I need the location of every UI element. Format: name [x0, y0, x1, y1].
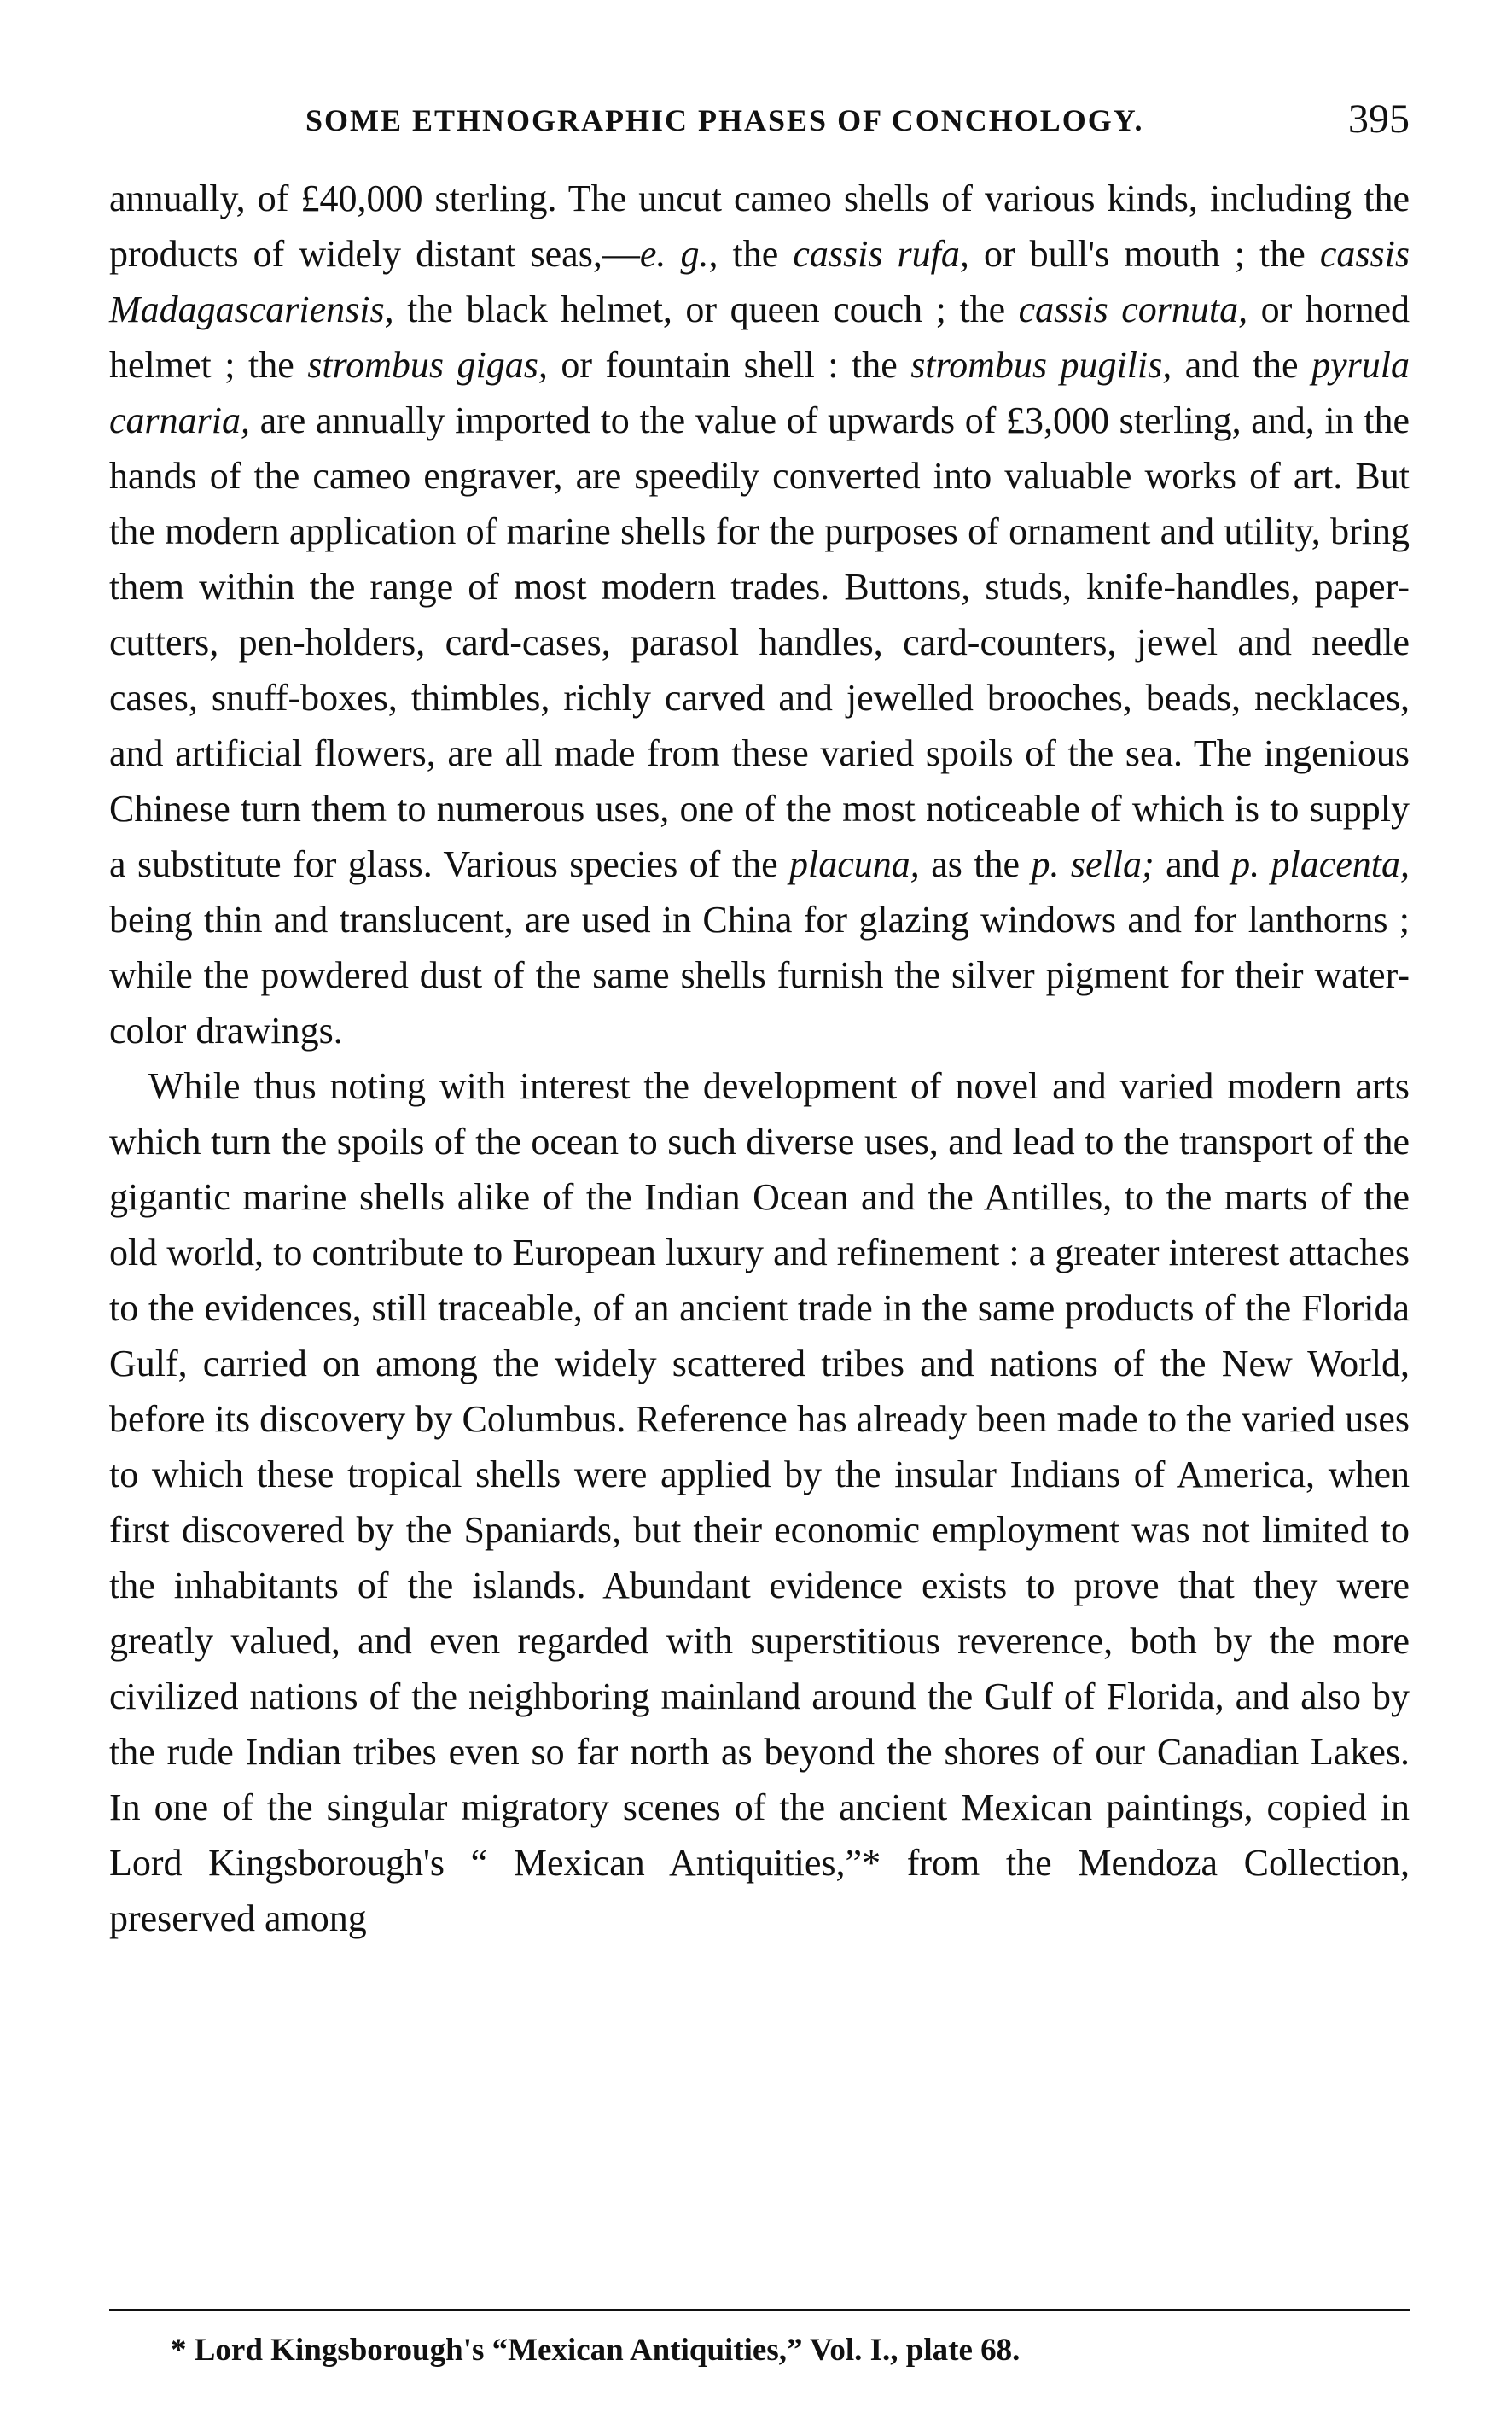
species-cassis-madagascariensis: cassis Madagascariensis,: [109, 233, 1410, 330]
species-p-sella: p. sella;: [1031, 843, 1154, 885]
running-head: [109, 96, 1410, 147]
species-pyrula-carnaria: pyrula carnaria,: [109, 344, 1410, 441]
footnote-divider: [109, 2309, 1410, 2311]
paragraph-1: annually, of £40,000 sterling. The uncut cameo shells of various kinds, including the products of widely distant seas,—e. g., the cassis rufa, or bull's mouth ; the cassis Madagascariensis, the black helmet, or queen couch ; the cassis cornuta, or horned helmet ; the strombus gigas, or fountain shell : the strombus pugilis, and the pyrula carnaria, are annually imported to the value of upwards of £3,000 sterling, and, in the hands of the cameo engraver, are speedily converted into valuable works of art. But the modern application of marine shells for the purposes of ornament and utility, bring them within the range of most modern trades. Buttons, studs, knife-handles, paper-cutters, pen-holders, card-cases, parasol handles, card-counters, jewel and needle cases, snuff-boxes, thimbles, richly carved and jewelled brooches, beads, necklaces, and artificial flowers, are all made from these varied spoils of the sea. The ingenious Chinese turn them to numerous uses, one of the most noticeable of which is to supply a substitute for glass. Various species of the placuna, as the p. sella; and p. placenta, being thin and translucent, are used in China for glazing windows and for lanthorns ; while the powdered dust of the same shells furnish the silver pigment for their water-color drawings.: [109, 178, 1410, 1052]
body-text: [109, 171, 1410, 1946]
species-strombus-gigas: strombus gigas,: [307, 344, 548, 386]
paragraph-2: While thus noting with interest the development of novel and varied modern arts which turn the spoils of the ocean to such diverse uses, and lead to the transport of the gigantic marine shells alike of the Indian Ocean and the Antilles, to the marts of the old world, to contribute to European luxury and refinement : a greater interest attaches to the evidences, still traceable, of an ancient trade in the same products of the Florida Gulf, carried on among the widely scattered tribes and nations of the New World, before its discovery by Columbus. Reference has already been made to the varied uses to which these tropical shells were applied by the insular Indians of America, when first discovered by the Spaniards, but their economic employment was not limited to the inhabitants of the islands. Abundant evidence exists to prove that they were greatly valued, and even regarded with superstitious reverence, both by the more civilized nations of the neighboring mainland around the Gulf of Florida, and also by the rude Indian tribes even so far north as beyond the shores of our Canadian Lakes. In one of the singular migratory scenes of the ancient Mexican paintings, copied in Lord Kingsborough's “ Mexican Antiquities,”* from the Mendoza Collection, preserved among: [109, 1065, 1410, 1939]
species-placuna: placuna,: [789, 843, 920, 885]
species-p-placenta: p. placenta,: [1231, 843, 1410, 885]
species-cassis-rufa: cassis rufa,: [793, 233, 969, 275]
species-cassis-cornuta: cassis cornuta,: [1018, 288, 1248, 330]
running-title: SOME ETHNOGRAPHIC PHASES OF CONCHOLOGY.: [305, 103, 1144, 137]
species-strombus-pugilis: strombus pugilis,: [910, 344, 1172, 386]
footnote: * Lord Kingsborough's “Mexican Antiquities,” Vol. I., plate 68.: [171, 2333, 1021, 2368]
page-number: 395: [1348, 96, 1410, 142]
